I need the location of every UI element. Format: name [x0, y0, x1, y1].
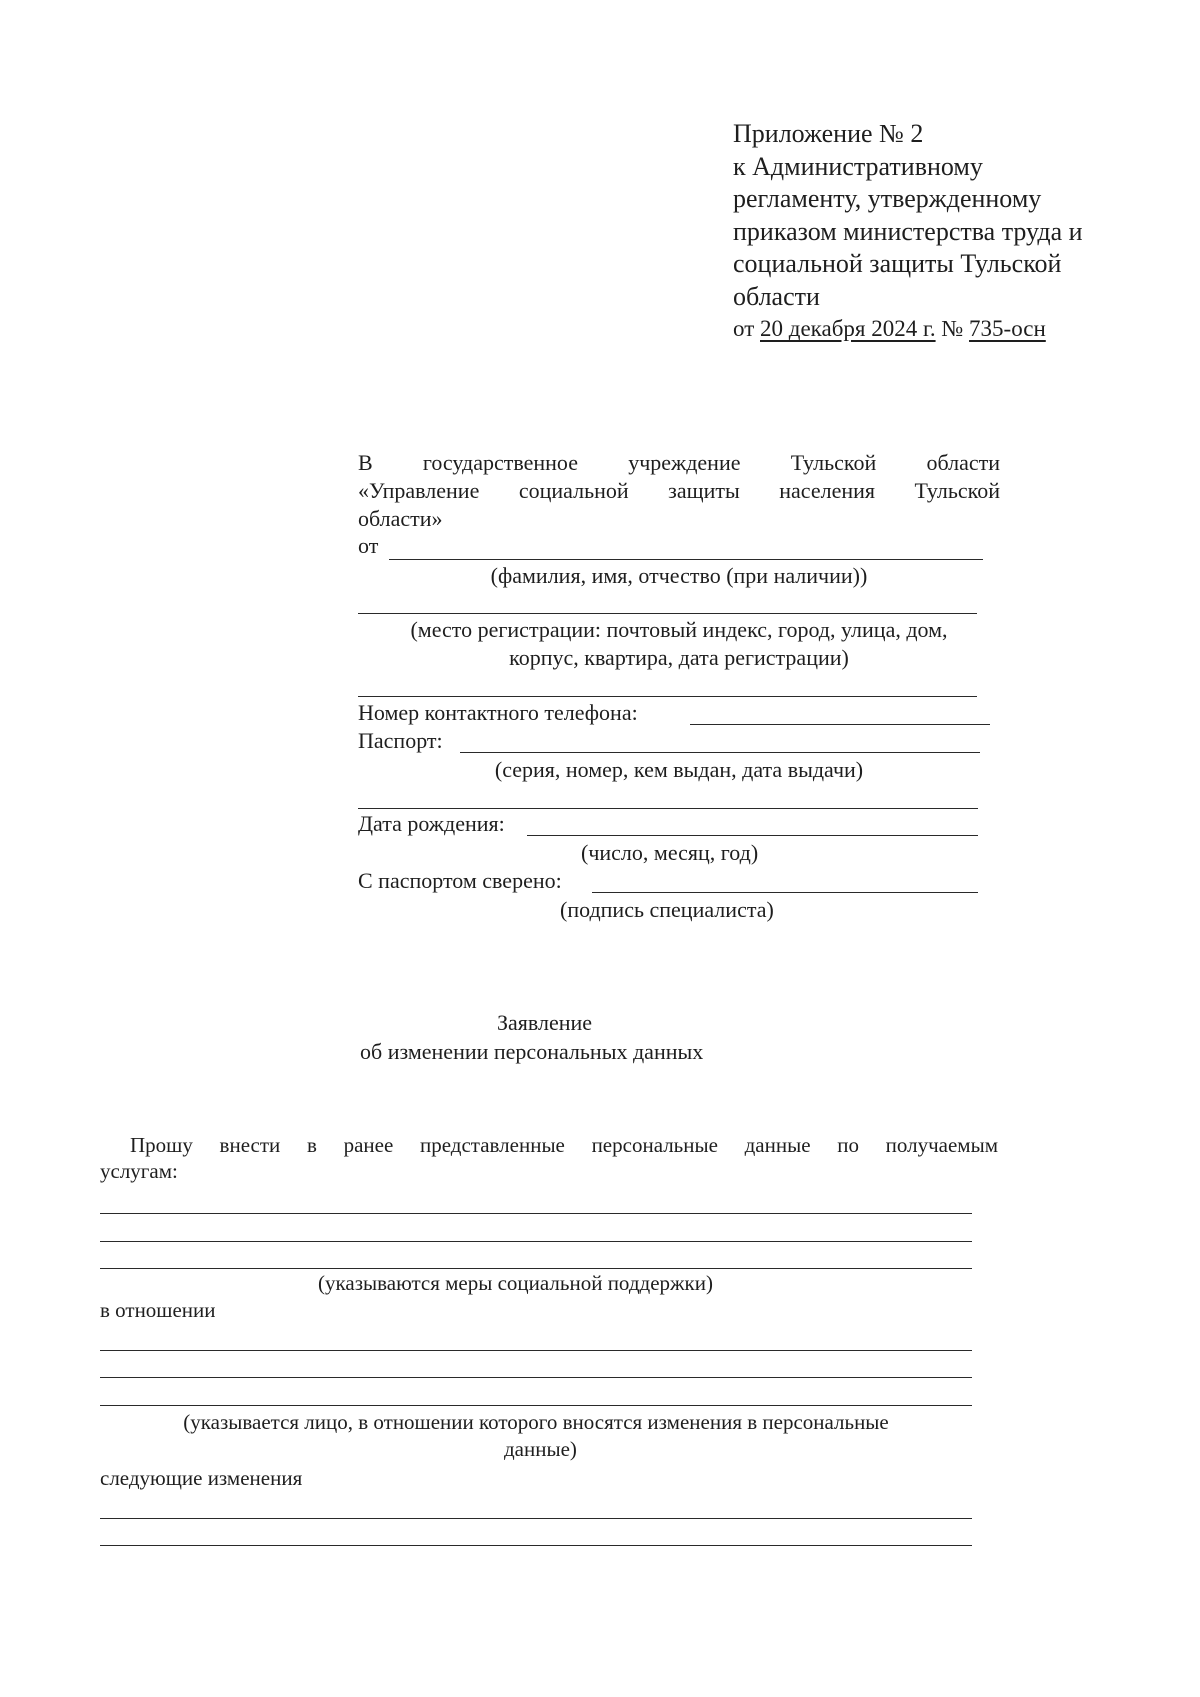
person-hint-2: данные): [504, 1437, 577, 1461]
passport-label: Паспорт:: [358, 728, 443, 753]
annex-header: [733, 118, 1083, 346]
birth-hint: (число, месяц, год): [581, 840, 759, 865]
annex-title: Приложение № 2: [733, 119, 924, 148]
person-field-line: [100, 1377, 972, 1378]
verified-label: С паспортом сверено:: [358, 868, 562, 893]
annex-line: области: [733, 281, 820, 311]
passport-field-line: [460, 752, 980, 753]
annex-line: к Административному: [733, 151, 983, 181]
fio-field-line: [389, 559, 983, 560]
annex-number-prefix: №: [935, 316, 970, 341]
annex-date-prefix: от: [733, 316, 760, 341]
fio-hint: (фамилия, имя, отчество (при наличии)): [490, 563, 868, 588]
annex-date: 20 декабря 2024 г.: [760, 316, 936, 341]
person-hint-1: (указывается лицо, в отношении которого вносятся изменения в персональные: [183, 1410, 889, 1434]
measures-field-line: [100, 1268, 972, 1269]
annex-number: 735-осн: [969, 316, 1046, 341]
registration-field-line-2: [358, 696, 977, 697]
person-field-line: [100, 1350, 972, 1351]
annex-line: регламенту, утвержденному: [733, 184, 1042, 213]
annex-date-line: [733, 313, 1083, 346]
changes-label: следующие изменения: [100, 1466, 303, 1490]
request-line-2: услугам:: [100, 1159, 178, 1183]
addressee-line-3: области»: [358, 506, 443, 531]
annex-line: социальной защиты Тульской: [733, 249, 1062, 278]
measures-hint: (указываются меры социальной поддержки): [318, 1271, 713, 1295]
document-title: Заявление: [497, 1010, 593, 1035]
regarding-label: в отношении: [100, 1298, 216, 1322]
person-field-line: [100, 1405, 972, 1406]
phone-label: Номер контактного телефона:: [358, 700, 638, 725]
changes-field-line: [100, 1518, 972, 1519]
addressee-line-1: В государственное учреждение Тульской области: [358, 450, 1000, 475]
from-label: от: [358, 533, 379, 558]
passport-field-line-2: [358, 808, 978, 809]
registration-field-line: [358, 613, 977, 614]
signature-field-line: [592, 892, 978, 893]
registration-hint-2: корпус, квартира, дата регистрации): [509, 645, 849, 670]
annex-line: приказом министерства труда и: [733, 216, 1083, 246]
registration-hint-1: (место регистрации: почтовый индекс, город, улица, дом,: [410, 617, 948, 642]
verified-hint: (подпись специалиста): [560, 897, 774, 922]
addressee-line-2: «Управление социальной защиты населения Тульской: [358, 478, 1000, 503]
document-subtitle: об изменении персональных данных: [360, 1039, 704, 1064]
request-line-1: Прошу внести в ранее представленные персональные данные по получаемым: [130, 1133, 998, 1157]
birth-label: Дата рождения:: [358, 811, 505, 836]
measures-field-line: [100, 1213, 972, 1214]
passport-hint: (серия, номер, кем выдан, дата выдачи): [494, 757, 864, 782]
measures-field-line: [100, 1241, 972, 1242]
birth-field-line: [527, 835, 978, 836]
changes-field-line: [100, 1545, 972, 1546]
phone-field-line: [690, 724, 990, 725]
